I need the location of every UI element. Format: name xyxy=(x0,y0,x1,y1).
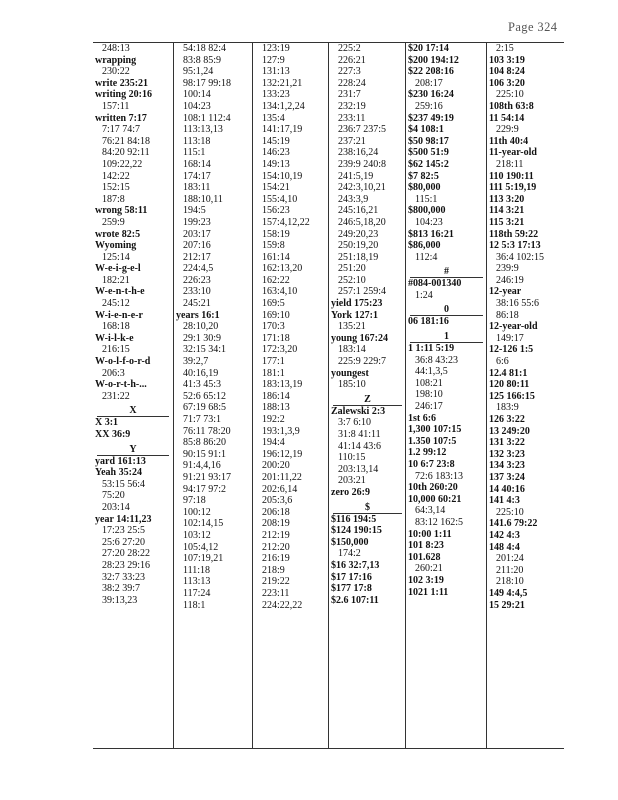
letter-section-header: Y xyxy=(97,444,169,456)
page-reference: 169:5 xyxy=(262,298,285,310)
index-term: W-e-i-g-e-l xyxy=(95,263,141,275)
index-term: 1.2 99:12 xyxy=(408,447,447,459)
page-reference: 187:8 xyxy=(102,193,125,205)
page-reference: 142:22 xyxy=(102,170,130,182)
index-term: 131 3:22 xyxy=(489,437,525,449)
index-term: $86,000 xyxy=(408,240,441,252)
page-reference: 225:10 xyxy=(496,89,524,101)
page-reference: 216:15 xyxy=(102,344,130,356)
index-term: young 167:24 xyxy=(331,332,388,344)
page-reference: 159:8 xyxy=(262,240,285,252)
index-term: 101 8:23 xyxy=(408,540,444,552)
page-reference: 245:21 xyxy=(183,298,211,310)
page-reference: 108:1 112:4 xyxy=(183,112,231,124)
page-reference: 218:9 xyxy=(262,564,285,576)
index-term: 12-year xyxy=(489,286,522,298)
index-term: 10th 260:20 xyxy=(408,482,458,494)
page-reference: 168:14 xyxy=(183,158,211,170)
page-reference: 226:23 xyxy=(183,274,211,286)
index-term: W-e-n-t-h-e xyxy=(95,286,145,298)
page-reference: 95:1,24 xyxy=(183,66,214,78)
page-reference: 223:11 xyxy=(262,587,290,599)
letter-section-header: Z xyxy=(333,394,402,406)
page-reference: 260:21 xyxy=(415,563,443,575)
page-reference: 145:19 xyxy=(262,135,290,147)
page-reference: 202:6,14 xyxy=(262,483,298,495)
page-reference: 224:22,22 xyxy=(262,599,303,611)
index-term: 10,000 60:21 xyxy=(408,493,462,505)
page-reference: 249:20,23 xyxy=(338,228,379,240)
index-term: 13 249:20 xyxy=(489,425,530,437)
page-reference: 127:9 xyxy=(262,54,285,66)
page-reference: 229:9 xyxy=(496,124,519,136)
page-reference: 188:10,11 xyxy=(183,193,223,205)
page-reference: 168:18 xyxy=(102,321,130,333)
page-reference: 29:1 30:9 xyxy=(183,332,222,344)
page-reference: 212:19 xyxy=(262,529,290,541)
page-reference: 194:5 xyxy=(183,205,206,217)
index-term: $230 16:24 xyxy=(408,89,454,101)
page-reference: 252:10 xyxy=(338,274,366,286)
page-reference: 83:12 162:5 xyxy=(415,516,464,528)
page-reference: 146:23 xyxy=(262,147,290,159)
index-term: youngest xyxy=(331,367,369,379)
index-term: 103 3:19 xyxy=(489,54,525,66)
page-reference: 199:23 xyxy=(183,216,211,228)
index-term: years 16:1 xyxy=(176,309,220,321)
page-reference: 155:4,10 xyxy=(262,193,298,205)
page-reference: 108:21 xyxy=(415,377,443,389)
page-reference: 251:18,19 xyxy=(338,251,379,263)
page-reference: 238:16,24 xyxy=(338,147,379,159)
page-reference: 36:4 102:15 xyxy=(496,251,545,263)
page-reference: 183:13,19 xyxy=(262,379,303,391)
page-reference: 246:17 xyxy=(415,401,443,413)
index-term: 113 3:20 xyxy=(489,193,525,205)
page-reference: 103:12 xyxy=(183,529,211,541)
page-reference: 154:21 xyxy=(262,182,290,194)
page-reference: 259:16 xyxy=(415,100,443,112)
index-term: $16 32:7,13 xyxy=(331,559,380,571)
index-term: 1st 6:6 xyxy=(408,412,437,424)
page-reference: 239:9 240:8 xyxy=(338,158,387,170)
index-term: 108th 63:8 xyxy=(489,100,534,112)
index-term: 1,300 107:15 xyxy=(408,424,462,436)
page-reference: 102:14,15 xyxy=(183,518,224,530)
index-term: $22 208:16 xyxy=(408,66,454,78)
page-reference: 32:15 34:1 xyxy=(183,344,227,356)
page-reference: 225:9 229:7 xyxy=(338,356,387,368)
page-reference: 75:20 xyxy=(102,490,125,502)
page-reference: 113:13 xyxy=(183,576,211,588)
index-term: 12 5:3 17:13 xyxy=(489,240,541,252)
page-reference: 162:22 xyxy=(262,274,290,286)
page-reference: 53:15 56:4 xyxy=(102,478,146,490)
index-term: wrote 82:5 xyxy=(95,228,141,240)
page-reference: 182:21 xyxy=(102,274,130,286)
index-term: 125 166:15 xyxy=(489,390,535,402)
index-term: year 14:11,23 xyxy=(95,513,152,525)
page-reference: 246:5,18,20 xyxy=(338,216,386,228)
page-reference: 161:14 xyxy=(262,251,290,263)
page-reference: 174:2 xyxy=(338,548,361,560)
index-term: wrong 58:11 xyxy=(95,205,148,217)
word-index-table xyxy=(93,42,564,749)
page-reference: 212:20 xyxy=(262,541,290,553)
page-reference: 141:17,19 xyxy=(262,124,303,136)
page-reference: 41:3 45:3 xyxy=(183,379,222,391)
page-reference: 192:2 xyxy=(262,414,285,425)
page-reference: 134:1,2,24 xyxy=(262,100,305,112)
page-reference: 169:10 xyxy=(262,309,290,321)
page-reference: 44:1,3,5 xyxy=(415,366,448,378)
page-reference: 251:20 xyxy=(338,263,366,275)
page-reference: 28:10,20 xyxy=(183,321,219,333)
letter-section-header: $ xyxy=(333,502,402,514)
page-reference: 38:16 55:6 xyxy=(496,298,540,310)
page-reference: 54:18 82:4 xyxy=(183,43,227,54)
page-reference: 224:4,5 xyxy=(183,263,214,275)
page-reference: 233:11 xyxy=(338,112,366,124)
page-reference: 227:3 xyxy=(338,66,361,78)
page-reference: 38:2 39:7 xyxy=(102,583,141,595)
page-reference: 91:4,4,16 xyxy=(183,460,221,472)
page-reference: 218:10 xyxy=(496,576,524,588)
page-reference: 259:9 xyxy=(102,216,125,228)
page-reference: 115:1 xyxy=(415,193,438,205)
index-term: 149 4:4,5 xyxy=(489,587,528,599)
index-term: 142 4:3 xyxy=(489,529,520,541)
index-term: $7 82:5 xyxy=(408,170,439,182)
page-reference: 105:4,12 xyxy=(183,541,219,553)
index-term: $20 17:14 xyxy=(408,43,449,54)
index-term: $500 51:9 xyxy=(408,147,449,159)
index-term: $150,000 xyxy=(331,536,369,548)
index-term: $62 145:2 xyxy=(408,158,449,170)
page-reference: 154:10,19 xyxy=(262,170,303,182)
page-reference: 203:21 xyxy=(338,475,366,487)
index-term: Zalewski 2:3 xyxy=(331,405,386,417)
page-reference: 172:3,20 xyxy=(262,344,298,356)
index-term: 14 40:16 xyxy=(489,483,525,495)
page-reference: 115:1 xyxy=(183,147,206,159)
page-reference: 206:3 xyxy=(102,367,125,379)
page-reference: 98:17 99:18 xyxy=(183,77,232,89)
page-reference: 248:13 xyxy=(102,43,130,54)
page-reference: 3:7 6:10 xyxy=(338,417,372,429)
page-reference: 39:2,7 xyxy=(183,356,209,368)
index-term: $237 49:19 xyxy=(408,112,454,124)
page-reference: 201:11,22 xyxy=(262,471,302,483)
page-reference: 113:13,13 xyxy=(183,124,223,136)
page-reference: 113:18 xyxy=(183,135,211,147)
page-reference: 242:3,10,21 xyxy=(338,182,386,194)
page-reference: 232:19 xyxy=(338,100,366,112)
page-reference: 100:12 xyxy=(183,506,211,518)
index-term: 102 3:19 xyxy=(408,574,444,586)
page-reference: 109:22,22 xyxy=(102,158,143,170)
page-reference: 157:11 xyxy=(102,100,130,112)
page-reference: 72:6 183:13 xyxy=(415,470,464,482)
page-reference: 25:6 27:20 xyxy=(102,536,146,548)
index-term: writing 20:16 xyxy=(95,89,152,101)
index-term: $50 98:17 xyxy=(408,135,449,147)
index-term: York 127:1 xyxy=(331,309,378,321)
page-reference: 131:13 xyxy=(262,66,290,78)
index-term: $177 17:8 xyxy=(331,583,372,595)
index-term: 12-year-old xyxy=(489,321,538,333)
index-term: 11-year-old xyxy=(489,147,537,159)
page-reference: 216:19 xyxy=(262,553,290,565)
page-reference: 174:17 xyxy=(183,170,211,182)
page-reference: 228:24 xyxy=(338,77,366,89)
page-reference: 200:20 xyxy=(262,460,290,472)
page-reference: 162:13,20 xyxy=(262,263,303,275)
page-reference: 239:9 xyxy=(496,263,519,275)
index-term: 141 4:3 xyxy=(489,495,520,507)
page-reference: 125:14 xyxy=(102,251,130,263)
index-term: 114 3:21 xyxy=(489,205,525,217)
index-term: wrapping xyxy=(95,54,137,66)
index-term: written 7:17 xyxy=(95,112,147,124)
index-term: $4 108:1 xyxy=(408,124,444,136)
index-term: 118th 59:22 xyxy=(489,228,539,240)
index-term: 132 3:23 xyxy=(489,448,525,460)
page-reference: 193:1,3,9 xyxy=(262,425,300,437)
page-reference: 157:4,12,22 xyxy=(262,216,310,228)
page-reference: 181:1 xyxy=(262,367,285,379)
page-reference: 156:23 xyxy=(262,205,290,217)
page-reference: 83:8 85:9 xyxy=(183,54,222,66)
page-reference: 27:20 28:22 xyxy=(102,548,151,560)
index-term: 10:00 1:11 xyxy=(408,528,452,540)
index-term: 115 3:21 xyxy=(489,216,525,228)
page-reference: 123:19 xyxy=(262,43,290,54)
page-reference: 67:19 68:5 xyxy=(183,402,227,414)
index-term: 110 190:11 xyxy=(489,170,534,182)
page-reference: 188:13 xyxy=(262,402,290,414)
index-term: $116 194:5 xyxy=(331,513,377,525)
index-term: W-i-e-n-e-r xyxy=(95,309,143,321)
page-reference: 90:15 91:1 xyxy=(183,448,227,460)
page-reference: 183:11 xyxy=(183,182,211,194)
page-reference: 225:10 xyxy=(496,506,524,518)
index-term: 1.350 107:5 xyxy=(408,435,457,447)
page-reference: 100:14 xyxy=(183,89,211,101)
page-reference: 196:12,19 xyxy=(262,448,303,460)
page-reference: 245:12 xyxy=(102,298,130,310)
page-reference: 110:15 xyxy=(338,452,366,464)
page-reference: 104:23 xyxy=(415,216,443,228)
index-term: $813 16:21 xyxy=(408,228,454,240)
page-reference: 158:19 xyxy=(262,228,290,240)
index-term: 104 8:24 xyxy=(489,66,525,78)
index-term: Yeah 35:24 xyxy=(95,467,142,479)
page-reference: 76:21 84:18 xyxy=(102,135,151,147)
index-term: 148 4:4 xyxy=(489,541,520,553)
page-reference: 203:17 xyxy=(183,228,211,240)
index-term: $800,000 xyxy=(408,205,446,217)
index-term: $124 190:15 xyxy=(331,525,382,537)
page-number-label: Page 324 xyxy=(508,20,558,34)
index-term: 12.4 81:1 xyxy=(489,367,528,379)
index-term: X 3:1 xyxy=(95,417,119,429)
page-reference: 39:13,23 xyxy=(102,594,138,606)
page-reference: 183:14 xyxy=(338,344,366,356)
page-reference: 185:10 xyxy=(338,379,366,391)
index-term: $17 17:16 xyxy=(331,571,372,583)
page-reference: 84:20 92:11 xyxy=(102,147,150,159)
page-reference: 171:18 xyxy=(262,332,290,344)
letter-section-header: # xyxy=(410,266,483,278)
page-reference: 245:16,21 xyxy=(338,205,379,217)
index-term: 101.628 xyxy=(408,551,441,563)
index-term: 126 3:22 xyxy=(489,414,525,425)
page-reference: 236:7 237:5 xyxy=(338,124,387,136)
page-reference: 206:18 xyxy=(262,506,290,518)
page-reference: 1:24 xyxy=(415,289,433,301)
page-reference: 218:11 xyxy=(496,158,524,170)
page-reference: 118:1 xyxy=(183,599,206,611)
letter-section-header: 0 xyxy=(410,304,483,316)
page-reference: 201:24 xyxy=(496,553,524,565)
page-reference: 203:14 xyxy=(102,501,130,513)
page-reference: 198:10 xyxy=(415,389,443,401)
page-reference: 149:13 xyxy=(262,158,290,170)
index-term: 10 6:7 23:8 xyxy=(408,459,455,470)
index-term: 06 181:16 xyxy=(408,316,449,328)
index-term: 134 3:23 xyxy=(489,460,525,472)
page-reference: 91:21 93:17 xyxy=(183,471,232,483)
page-reference: 233:10 xyxy=(183,286,211,298)
index-term: yield 175:23 xyxy=(331,298,383,310)
index-term: 15 29:21 xyxy=(489,599,525,611)
page-reference: 243:3,9 xyxy=(338,193,369,205)
page-reference: 135:4 xyxy=(262,112,285,124)
index-term: 1021 1:11 xyxy=(408,586,449,598)
page-reference: 112:4 xyxy=(415,251,438,263)
letter-section-header: X xyxy=(97,405,169,417)
index-term: yard 161:13 xyxy=(95,455,146,467)
index-column-6 xyxy=(486,43,565,748)
index-term: write 235:21 xyxy=(95,77,149,89)
page-reference: 203:13,14 xyxy=(338,463,379,475)
page-reference: 41:14 43:6 xyxy=(338,440,382,452)
page-reference: 237:21 xyxy=(338,135,366,147)
index-term: 11 54:14 xyxy=(489,112,525,124)
page-reference: 135:21 xyxy=(338,321,366,333)
index-term: 137 3:24 xyxy=(489,471,525,483)
page-reference: 152:15 xyxy=(102,182,130,194)
page-reference: 86:18 xyxy=(496,309,519,321)
page-reference: 163:4,10 xyxy=(262,286,298,298)
page-reference: 231:7 xyxy=(338,89,361,101)
page-reference: 71:7 73:1 xyxy=(183,414,222,425)
index-term: 111 5:19,19 xyxy=(489,182,537,194)
index-column-4 xyxy=(328,43,406,748)
index-column-5 xyxy=(405,43,487,748)
index-term: 1 1:11 5:19 xyxy=(408,343,455,355)
index-term: 106 3:20 xyxy=(489,77,525,89)
page-reference: 31:8 41:11 xyxy=(338,429,381,440)
index-term: XX 36:9 xyxy=(95,429,131,440)
index-term: 11th 40:4 xyxy=(489,135,529,147)
page-reference: 246:19 xyxy=(496,274,524,286)
index-term: Wyoming xyxy=(95,240,137,252)
page-reference: 104:23 xyxy=(183,100,211,112)
page-reference: 7:17 74:7 xyxy=(102,124,141,136)
index-term: $80,000 xyxy=(408,182,441,194)
page-reference: 205:3,6 xyxy=(262,495,293,507)
index-column-3 xyxy=(252,43,329,748)
page-reference: 208:17 xyxy=(415,77,443,89)
page-reference: 17:23 25:5 xyxy=(102,525,146,537)
page-reference: 207:16 xyxy=(183,240,211,252)
page-reference: 133:23 xyxy=(262,89,290,101)
index-term: 120 80:11 xyxy=(489,379,530,391)
page-reference: 111:18 xyxy=(183,564,211,576)
index-term: W-o-r-t-h-... xyxy=(95,379,147,391)
page-reference: 149:17 xyxy=(496,332,524,344)
index-term: $2.6 107:11 xyxy=(331,594,379,606)
page-reference: 225:2 xyxy=(338,43,361,54)
page-reference: 40:16,19 xyxy=(183,367,219,379)
page-reference: 85:8 86:20 xyxy=(183,437,227,449)
page-reference: 28:23 29:16 xyxy=(102,559,151,571)
page-reference: 32:7 33:23 xyxy=(102,571,146,583)
index-column-1 xyxy=(93,43,173,748)
page-reference: 76:11 78:20 xyxy=(183,425,231,437)
page-reference: 211:20 xyxy=(496,564,524,576)
page-reference: 36:8 43:23 xyxy=(415,354,459,366)
page-reference: 219:22 xyxy=(262,576,290,588)
page-reference: 241:5,19 xyxy=(338,170,374,182)
page-reference: 64:3,14 xyxy=(415,505,446,517)
page-reference: 186:14 xyxy=(262,390,290,402)
page-reference: 97:18 xyxy=(183,495,206,507)
letter-section-header: 1 xyxy=(410,331,483,343)
page-reference: 231:22 xyxy=(102,390,130,402)
page-reference: 107:19,21 xyxy=(183,553,224,565)
index-term: 12-126 1:5 xyxy=(489,344,534,356)
page-reference: 94:17 97:2 xyxy=(183,483,227,495)
index-term: W-o-l-f-o-r-d xyxy=(95,356,151,368)
page-reference: 132:21,21 xyxy=(262,77,303,89)
page-reference: 52:6 65:12 xyxy=(183,390,227,402)
page-reference: 177:1 xyxy=(262,356,285,368)
page-reference: 2:15 xyxy=(496,43,514,54)
page-reference: 6:6 xyxy=(496,356,509,368)
page-reference: 183:9 xyxy=(496,402,519,414)
index-column-2 xyxy=(173,43,253,748)
index-term: #084-001340 xyxy=(408,278,462,290)
page-reference: 117:24 xyxy=(183,587,211,599)
page-reference: 170:3 xyxy=(262,321,285,333)
page-reference: 208:19 xyxy=(262,518,290,530)
page-reference: 257:1 259:4 xyxy=(338,286,387,298)
page-reference: 212:17 xyxy=(183,251,211,263)
index-term: zero 26:9 xyxy=(331,486,370,498)
index-term: W-i-l-k-e xyxy=(95,332,134,344)
page-reference: 194:4 xyxy=(262,437,285,449)
index-term: 141.6 79:22 xyxy=(489,518,538,530)
page-reference: 226:21 xyxy=(338,54,366,66)
page-reference: 250:19,20 xyxy=(338,240,379,252)
index-term: $200 194:12 xyxy=(408,54,459,66)
page-reference: 230:22 xyxy=(102,66,130,78)
